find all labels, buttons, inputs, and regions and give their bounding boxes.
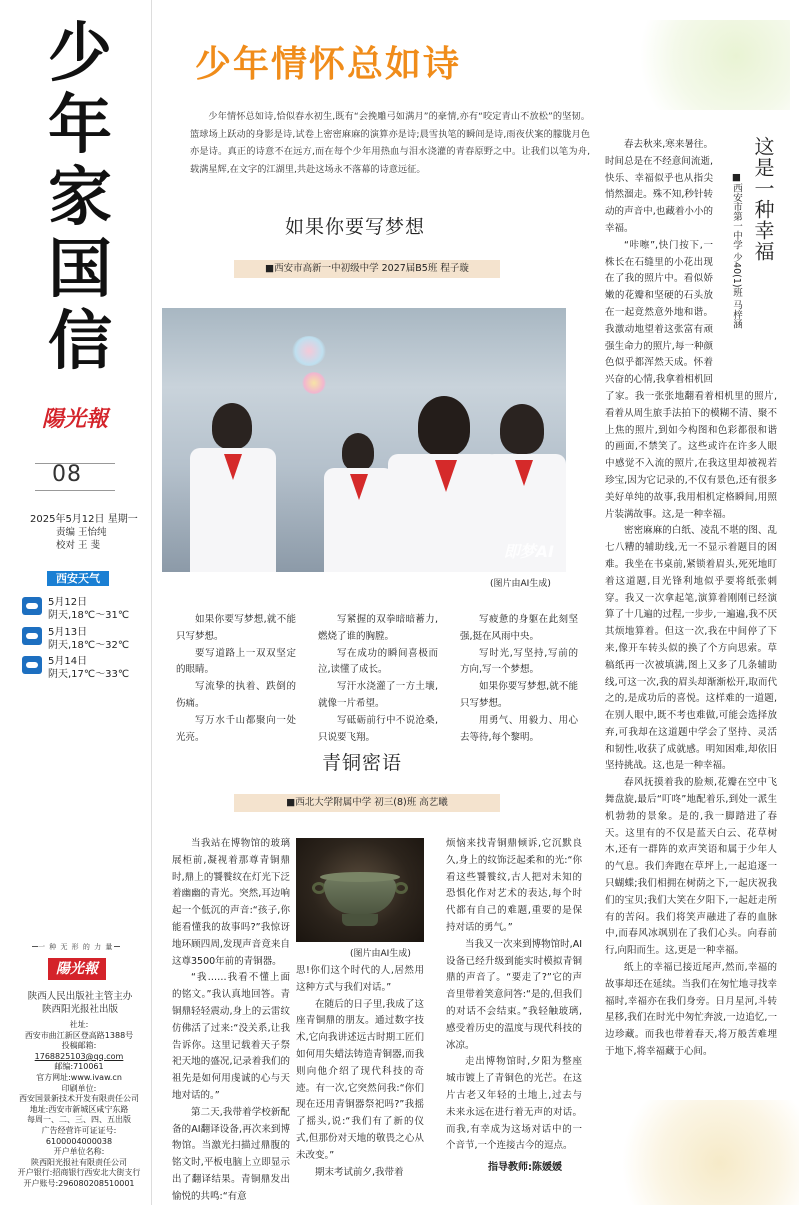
- info-line: 西安国景新技术开发有限责任公司: [19, 1094, 139, 1104]
- essay-column: [446, 836, 582, 1155]
- essay-column: [296, 963, 424, 1181]
- divider: [35, 490, 115, 491]
- cloud-icon: [22, 627, 42, 645]
- page-title: 少年情怀总如诗: [195, 44, 462, 85]
- essay-byline: ■西北大学附属中学 初三(8)班 高艺曦: [234, 794, 500, 812]
- photo-caption: (图片由AI生成): [350, 949, 411, 959]
- issue-date: 2025年5月12日 星期一: [30, 514, 138, 525]
- essay-paragraph: 第二天,我带着学校新配备的AI翻译设备,再次来到博物馆。当激光扫描过鼎腹的铭文时,平板电脑上立即显示出了翻译结果。青铜鼎发出愉悦的共鸣:“有意: [172, 1106, 290, 1202]
- page-number: 08: [52, 462, 82, 487]
- weather-row: [22, 593, 142, 623]
- poem-stanza: 写万水千山都聚向一处光亮。: [176, 714, 296, 743]
- proofreader-credit: 校对 王 斐: [56, 540, 101, 551]
- article-paragraph: 密密麻麻的白纸、凌乱不堪的图、乱七八糟的辅助线,无一不显示着题目的困难。我坐在书桌前,紧锁着眉头,死死地盯着这道题,目光锋利地似乎要将纸张刺穿。我又一次拿起笔,演算着刚刚已经演算了十几遍的过程,一步步,一遍遍,我不厌其烦地算着。但这一次,我在中间停了下来,像开车转头似的换了个方向思索。草稿纸再一次被填满,图上又多了几条辅助线,可这一次,我的眉头却渐渐松开,取而代之的,是成功后的喜悦。这样难的一道题,在别人眼中,既不考也难做,可能会选择放弃,可我却在这道题中学会了坚持、灵活和韧性,收获了成就感。明知困难,却依旧坚持挑战。这,也是一种幸福。: [605, 525, 777, 772]
- poem-column: [318, 612, 438, 746]
- decorative-foliage: [610, 20, 790, 110]
- poem-stanza: 如果你要写梦想,就不能只写梦想。: [460, 681, 578, 709]
- info-line: 地址:西安市新城区咸宁东路: [29, 1104, 129, 1114]
- contact-email[interactable]: 1768825103@qq.com: [34, 1051, 124, 1061]
- newspaper-logo-small: 陽光報: [48, 958, 106, 980]
- ai-watermark: 即梦AI: [503, 542, 554, 561]
- info-line: 社址:: [69, 1020, 89, 1029]
- right-article-title: 这是一种幸福: [751, 136, 775, 262]
- poem-stanza: 写时光,写坚持,写前的方向,写一个梦想。: [460, 647, 578, 676]
- cloud-icon: [22, 656, 42, 674]
- intro-paragraph: 少年情怀总如诗,恰似春水初生,既有“会挽雕弓如满月”的豪情,亦有“咬定青山不放松”的坚韧。篮球场上跃动的身影是诗,试卷上密密麻麻的演算亦是诗;晨雪执笔的瞬间是诗,雨夜伏案的朦胧月色亦是诗。真正的诗意不在远方,而在每个少年用热血与泪水浇灌的青春原野之中。让我们以笔为舟,载满星辉,在文字的江湖里,共赴这场永不落幕的诗意远征。: [190, 111, 590, 175]
- poem-column: [176, 612, 296, 746]
- info-line: 投稿邮箱:: [61, 1041, 97, 1051]
- classroom-photo: [162, 308, 566, 572]
- slogan: 一 种 无 形 的 力 量: [38, 943, 114, 951]
- info-line: 印刷单位:: [61, 1083, 97, 1093]
- teacher-credit: 指导教师:陈媛媛: [488, 1162, 562, 1173]
- poem-stanza: 写紧握的双拳暗暗蓄力,燃烧了谁的胸膛。: [318, 614, 438, 642]
- weather-forecast: 阴天,18℃～31℃: [48, 610, 130, 621]
- decorative-flowers: [600, 1100, 799, 1205]
- info-line: 开户单位名称:: [53, 1147, 105, 1157]
- weather-date: 5月12日: [48, 597, 88, 608]
- poem-stanza: 写流挚的执着、跌倒的伤痛。: [176, 681, 296, 709]
- weather-date: 5月14日: [48, 656, 88, 667]
- essay-paragraph: “我……我看不懂上面的铭文。”我认真地回答。青铜鼎轻轻震动,身上的云雷纹仿佛活了过来:“没关系,让我告诉你。这里记载着天子祭祀天地的盛况,记录着我们的祖先是如何用虔诚的心与天地对话的。”: [172, 972, 290, 1101]
- article-paragraph: 春去秋来,寒来暑往。时间总是在不经意间流逝,快乐、幸福似乎也从指尖悄然溜走。殊不知,秒针转动的声音中,也藏着小小的幸福。: [605, 139, 713, 234]
- masthead-title: [40, 18, 120, 378]
- essay-paragraph: 当我站在博物馆的玻璃展柜前,凝视着那尊青铜鼎时,鼎上的饕餮纹在灯光下泛着幽幽的青光。突然,耳边响起一个低沉的声音:“孩子,你能看懂我的故事吗?”我惊讶地环顾四周,发现声音竟来自这尊3500年前的青铜器。: [172, 838, 290, 967]
- publisher-line: 陕西阳光报社出版: [41, 1004, 118, 1015]
- publisher-line: 陕西人民出版社主管主办: [27, 991, 133, 1002]
- info-line: 邮编:710061: [54, 1062, 104, 1072]
- weather-title: 西安天气: [47, 571, 109, 586]
- photo-caption: (图片由AI生成): [490, 579, 551, 589]
- poem-column: [460, 612, 578, 746]
- website-link[interactable]: 官方网址:www.ivaw.cn: [36, 1072, 122, 1082]
- poem-stanza: 如果你要写梦想,就不能只写梦想。: [176, 614, 296, 642]
- essay-paragraph: 烦恼来找青铜鼎倾诉,它沉默良久,身上的纹饰泛起柔和的光:“你看这些饕餮纹,古人把对未知的恐惧化作对艺术的表达,每个时代都有自己的难题,重要的是保持对话的勇气。”: [446, 838, 582, 933]
- masthead-char: 国: [48, 233, 112, 307]
- masthead-char: 年: [48, 89, 112, 163]
- essay-title: 青铜密语: [322, 752, 403, 774]
- essay-paragraph: 期末考试前夕,我带着: [315, 1166, 404, 1178]
- poem-stanza: 要写道路上一双双坚定的眼睛。: [176, 647, 296, 676]
- cloud-icon: [22, 597, 42, 615]
- masthead-char: 信: [48, 305, 112, 379]
- essay-paragraph: 思!你们这个时代的人,居然用这种方式与我们对话。”: [296, 965, 424, 993]
- info-line: 开户银行:招商银行西安北大街支行: [17, 1168, 141, 1178]
- right-article-body: [605, 137, 777, 1061]
- masthead-char: 家: [48, 161, 112, 235]
- info-line: 西安市曲江新区登高路1388号: [24, 1030, 134, 1040]
- info-line: 开户账号:296080208510001: [23, 1178, 135, 1188]
- weather-forecast: 阴天,18℃～32℃: [48, 640, 130, 651]
- weather-forecast: 阴天,17℃～33℃: [48, 669, 130, 680]
- divider: [114, 946, 120, 947]
- poem-stanza: 写汗水浇灌了一方土壤,就像一片希望。: [318, 681, 438, 709]
- essay-paragraph: 当我又一次来到博物馆时,AI设备已经升级到能实时模拟青铜鼎的声音了。“要走了?”它的声音里带着笑意问答:“是的,但我们的对话不会结束。”我轻触玻璃,感受着历史的温度与现代科技的冰凉。: [446, 938, 582, 1051]
- poem-stanza: 写砥砺前行中不说沧桑,只说要飞翔。: [318, 714, 438, 743]
- poem-byline: ■西安市高新一中初级中学 2027届B5班 程子璇: [234, 260, 500, 278]
- info-line: 6100004000038: [45, 1136, 113, 1146]
- masthead-char: 少: [48, 17, 112, 91]
- poem-stanza: 写疲惫的身躯在此刻坚强,挺在风雨中央。: [460, 614, 578, 642]
- weather-row: [22, 623, 142, 653]
- weather-date: 5月13日: [48, 627, 88, 638]
- weather-row: [22, 652, 142, 682]
- essay-paragraph: 走出博物馆时,夕阳为整座城市镀上了青铜色的光芒。在这片古老又年轻的土地上,过去与未来永远在进行着无声的对话。而我,有幸成为这场对话中的一个音节,一个连接古今的逗点。: [446, 1056, 582, 1152]
- right-article-byline: ■西安市第一中学 少40(1)班 马梓涵: [731, 172, 742, 329]
- newspaper-logo: 陽光報: [42, 406, 109, 432]
- poem-stanza: 用勇气、用毅力、用心去等待,每个黎明。: [460, 714, 578, 743]
- article-paragraph: 纸上的幸福已接近尾声,然而,幸福的故事却还在延续。当我们在匆忙地寻找幸福时,幸福亦在我们身旁。日月星河,斗转星移,我们在时光中匆忙奔波,一边追忆,一边珍藏。而我也带着春天,将万般苦难埋于地下,将幸福藏于心间。: [605, 962, 777, 1058]
- bronze-vessel-photo: [296, 838, 424, 942]
- essay-column: [172, 836, 290, 1205]
- info-line: 广告经营许可证证号:: [41, 1125, 117, 1135]
- poem-stanza: 写在成功的瞬间喜极而泣,读懂了成长。: [318, 647, 438, 676]
- article-paragraph: “咔嚓”,快门按下,一株长在石缝里的小花出现在了我的照片中。看似娇嫩的花瓣和坚硬的石头放在一起竟然意外地和谐。我激动地望着这张富有顽强生命力的照片,每一种颜色似乎都浑然天成。怀着兴奋的心情,我拿着相机回了家。我一张张地翻看着相机里的照片,看着从周生旅手法拍下的模糊不清、聚不上焦的照片,到如今构图和色彩都很和谐的画面,不禁笑了。这些或许在许多人眼中感觉不入流的照片,在我这里却被视若珍宝,因为它记录的,不仅有景色,还有很多美好单纯的故事,我用相机定格瞬间,用照片装满故事。这,是一种幸福。: [605, 239, 777, 520]
- publication-info: [6, 1020, 152, 1190]
- info-line: 每周一、二、三、四、五出版: [27, 1115, 131, 1125]
- essay-paragraph: 在随后的日子里,我成了这座青铜鼎的朋友。通过数字技术,它向我讲述远古时期工匠们如何用失蜡法铸造青铜器,而我则向他介绍了现代科技的奇迹。有一次,它突然问我:“你们现在还用青铜器祭祀吗?”我摇了摇头,说:“我们有了新的仪式,但那份对天地的敬畏之心从未改变。”: [296, 998, 424, 1161]
- poem-title: 如果你要写梦想: [285, 216, 426, 238]
- info-line: 陕西阳光报社有限责任公司: [31, 1157, 127, 1167]
- editor-credit: 责编 王怡纯: [56, 527, 107, 538]
- article-paragraph: 春风抚摸着我的脸颊,花瓣在空中飞舞盘旋,最后“叮咚”地配着乐,到处一派生机勃勃的景象。是的,我一脚踏进了春天。这里有的不仅是蓝天白云、花草树木,还有一群阵的欢声笑语和属于少年人的气息。我们奔跑在草坪上,一起追逐一只蝴蝶;我们相拥在树荫之下,一起庆祝我们的宝贝;我们大笑在夕阳下,一起赶走所有的苦闷。我们将笑声融进了春的血脉中,而春风冰飒别在了我们心头。向春前行,向阳而生。这,更是一种幸福。: [605, 777, 777, 957]
